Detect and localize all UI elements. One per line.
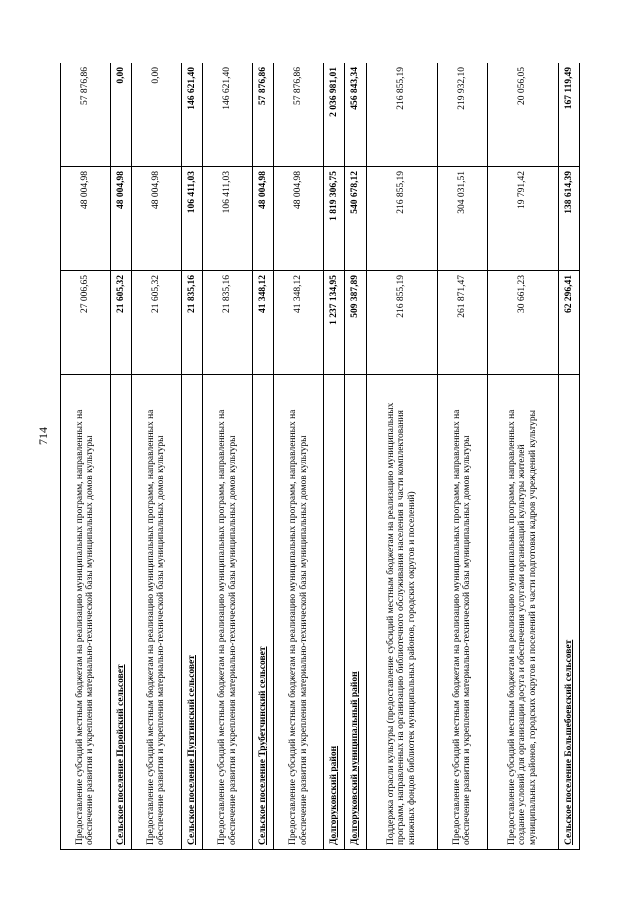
row-value-1: 216 855,19 — [366, 271, 437, 375]
row-value-3: 57 876,86 — [274, 63, 324, 167]
row-description: Сельское поселение Пугятинский сельсовет — [181, 375, 202, 850]
row-value-3: 146 621,40 — [203, 63, 253, 167]
row-value-2: 106 411,03 — [203, 167, 253, 271]
row-value-1: 21 605,32 — [132, 271, 182, 375]
row-value-2: 216 855,19 — [366, 167, 437, 271]
row-description: Сельское поселение Большебоевский сельсовет — [558, 375, 579, 850]
row-value-2: 48 004,98 — [274, 167, 324, 271]
row-value-1: 261 871,47 — [437, 271, 487, 375]
row-description: Сельское поселение Поройский сельсовет — [110, 375, 131, 850]
row-value-1: 21 605,32 — [110, 271, 131, 375]
row-description: Предоставление субсидий местным бюджетам на реализацию муниципальных программ, направленных на обеспечение развития и укрепления материально-технической базы муниципальных домов культуры — [437, 375, 487, 850]
row-value-3: 20 056,05 — [487, 63, 558, 167]
table-row — [366, 63, 437, 850]
table-row — [487, 63, 558, 850]
row-value-1: 41 348,12 — [274, 271, 324, 375]
row-value-3: 167 119,49 — [558, 63, 579, 167]
row-value-3: 57 876,86 — [252, 63, 273, 167]
row-value-2: 48 004,98 — [132, 167, 182, 271]
row-description: Поддержка отрасли культуры (предоставление субсидий местным бюджетам на реализацию муниципальных программ, направленных на организацию библиотечного обслуживания населения в части комплектования книжных фондов библиотек муниципальных районов, городских округов и поселений) — [366, 375, 437, 850]
row-value-1: 30 661,23 — [487, 271, 558, 375]
rotated-table-wrapper — [60, 63, 580, 850]
row-value-2: 138 614,39 — [558, 167, 579, 271]
page-number: 714 — [36, 427, 50, 445]
row-description: Предоставление субсидий местным бюджетам на реализацию муниципальных программ, направленных на обеспечение развития и укрепления материально-технической базы муниципальных домов культуры — [61, 375, 111, 850]
row-value-2: 48 004,98 — [252, 167, 273, 271]
row-value-2: 304 031,51 — [437, 167, 487, 271]
row-value-2: 48 004,98 — [61, 167, 111, 271]
table-container — [60, 63, 580, 850]
table-row — [61, 63, 111, 850]
row-description: Предоставление субсидий местным бюджетам на реализацию муниципальных программ, направленных на обеспечение развития и укрепления материально-технической базы муниципальных домов культуры — [203, 375, 253, 850]
table-row-section — [324, 63, 345, 850]
row-value-3: 2 036 981,01 — [324, 63, 345, 167]
row-description: Долгоруковский район — [324, 375, 345, 850]
row-description: Долгоруковский муниципальный район — [345, 375, 366, 850]
table-row — [203, 63, 253, 850]
row-description: Сельское поселение Трубетчинский сельсовет — [252, 375, 273, 850]
row-value-1: 21 835,16 — [181, 271, 202, 375]
row-value-1: 27 006,65 — [61, 271, 111, 375]
row-value-1: 509 387,89 — [345, 271, 366, 375]
budget-table-body — [61, 63, 580, 850]
row-value-3: 219 932,10 — [437, 63, 487, 167]
row-value-3: 146 621,40 — [181, 63, 202, 167]
table-row-section — [110, 63, 131, 850]
row-value-2: 19 791,42 — [487, 167, 558, 271]
row-value-3: 216 855,19 — [366, 63, 437, 167]
table-row-section — [181, 63, 202, 850]
row-value-3: 0,00 — [110, 63, 131, 167]
row-description: Предоставление субсидий местным бюджетам на реализацию муниципальных программ, направленных на обеспечение развития и укрепления материально-технической базы муниципальных домов культуры — [132, 375, 182, 850]
row-description: Предоставление субсидий местным бюджетам на реализацию муниципальных программ, направленных на обеспечение развития и укрепления материально-технической базы муниципальных домов культуры — [274, 375, 324, 850]
table-row — [274, 63, 324, 850]
row-value-3: 57 876,86 — [61, 63, 111, 167]
table-row-section — [252, 63, 273, 850]
row-description: Предоставление субсидий местным бюджетам на реализацию муниципальных программ, направленных на создание условий для организации досуга и обеспечения услугами организаций культуры жителей муниципальных районов, городских округов и поселений в части подготовки кадров учреждений культуры — [487, 375, 558, 850]
row-value-2: 1 819 306,75 — [324, 167, 345, 271]
table-row — [132, 63, 182, 850]
row-value-3: 456 843,34 — [345, 63, 366, 167]
table-row — [437, 63, 487, 850]
row-value-3: 0,00 — [132, 63, 182, 167]
budget-table — [60, 63, 580, 850]
row-value-1: 1 237 134,95 — [324, 271, 345, 375]
row-value-2: 540 678,12 — [345, 167, 366, 271]
table-row-section — [558, 63, 579, 850]
row-value-2: 48 004,98 — [110, 167, 131, 271]
table-row-section — [345, 63, 366, 850]
row-value-1: 21 835,16 — [203, 271, 253, 375]
row-value-1: 41 348,12 — [252, 271, 273, 375]
row-value-2: 106 411,03 — [181, 167, 202, 271]
row-value-1: 62 296,41 — [558, 271, 579, 375]
